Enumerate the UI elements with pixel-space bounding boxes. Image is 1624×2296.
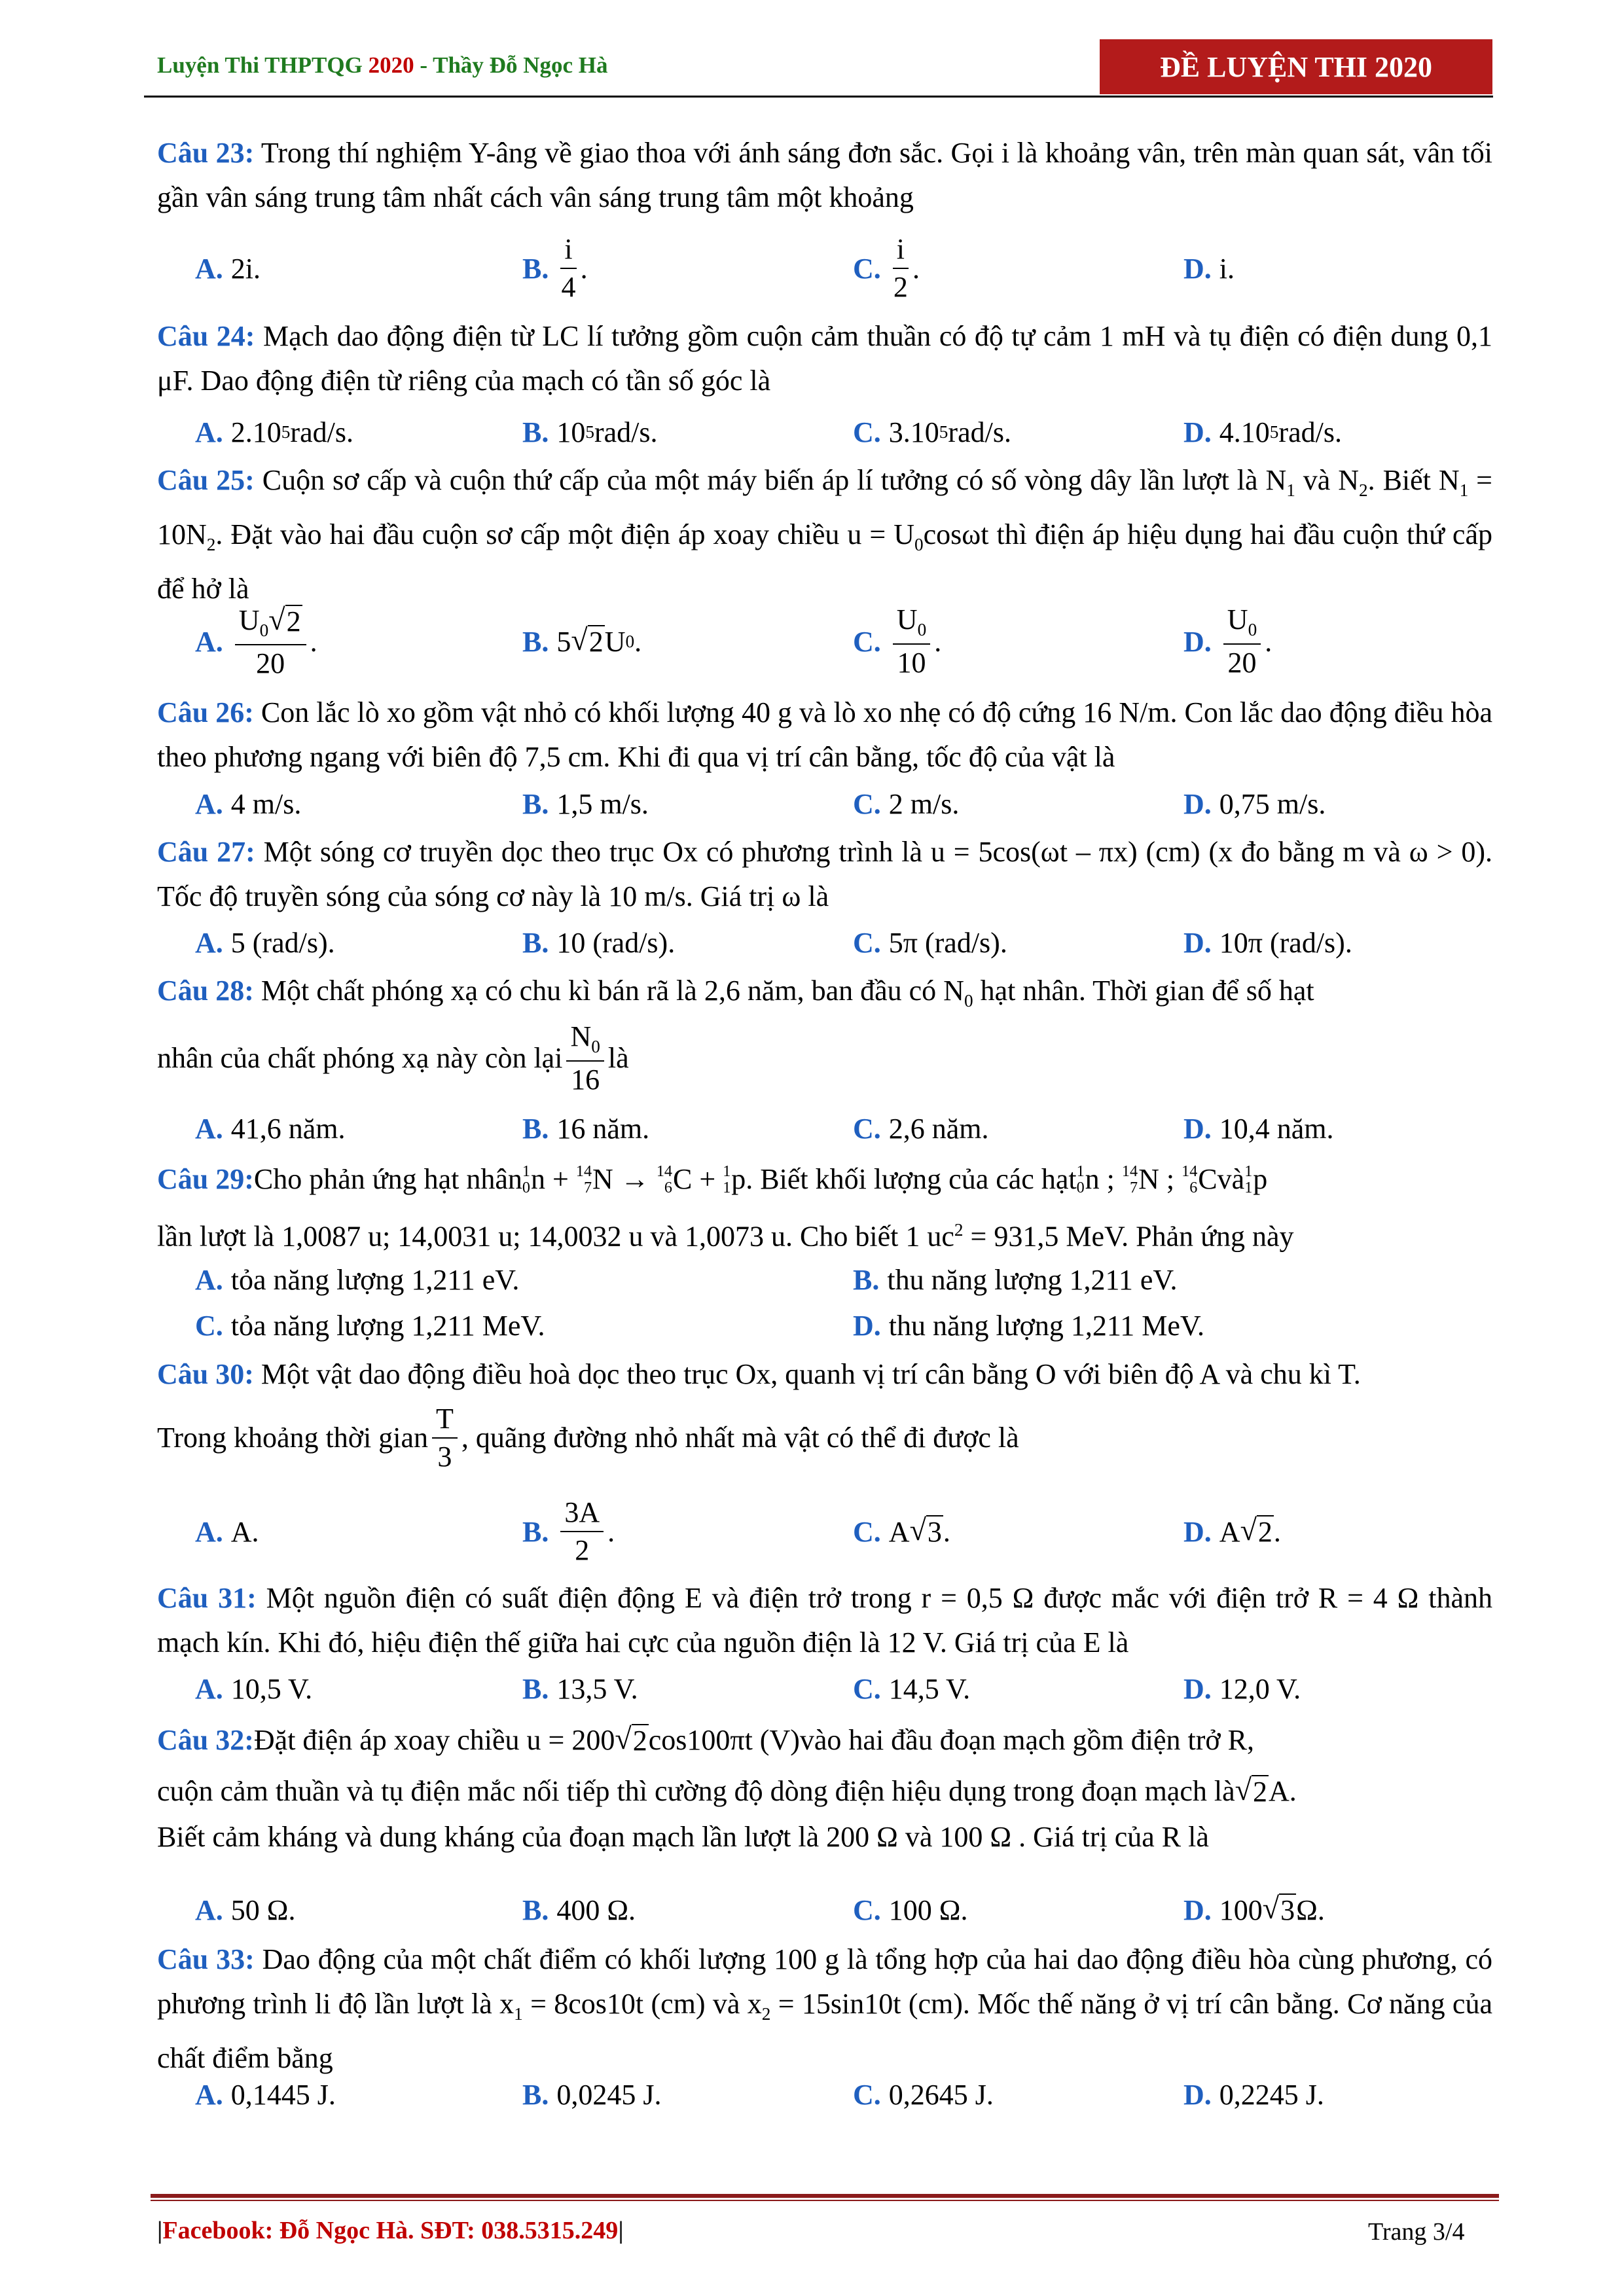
option-a: A. tỏa năng lượng 1,211 eV.	[195, 1263, 520, 1296]
footer-divider-thin	[151, 2200, 1499, 2201]
header-title: ĐỀ LUYỆN THI 2020	[1159, 50, 1433, 83]
sqrt: √ 3	[909, 1513, 942, 1548]
question-30-line2: Trong khoảng thời gian $\frac{T}{3}$ , quãng đường nhỏ nhất mà vật có thể đi được là	[157, 1403, 1019, 1473]
option-c: C. 2,6 năm.	[853, 1112, 989, 1145]
sqrt: √ 2	[268, 603, 301, 638]
fraction: $\frac{3A}{2}$	[560, 1498, 604, 1565]
fraction: $\frac{i}{2}$	[893, 233, 908, 303]
question-label: Câu 33:	[157, 1943, 255, 1975]
question-32-line3: Biết cảm kháng và dung kháng của đoạn mạch lần lượt là 200 Ω và 100 Ω . Giá trị của R là	[157, 1821, 1209, 1853]
header-title-box	[1100, 39, 1492, 94]
option-b: B. 10 5 rad/s.	[522, 416, 658, 448]
question-text: Con lắc lò xo gồm vật nhỏ có khối lượng 40 g và lò xo nhẹ có độ cứng 16 N/m. Con lắc dao động điều hòa theo phương ngang với biên độ 7,5 cm. Khi đi qua vị trí cân bằng, tốc độ của vật là	[157, 696, 1492, 773]
footer-contact-text: Facebook: Đỗ Ngọc Hà. SĐT: 038.5315.249	[162, 2217, 619, 2244]
answers-26	[0, 778, 1624, 830]
header-left	[157, 52, 607, 79]
question-28: Câu 28: Một chất phóng xạ có chu kì bán rã là 2,6 năm, ban đầu có $N_0$ hạt nhân. Thời gian để số hạt	[157, 975, 1314, 1011]
header-dash: -	[414, 52, 433, 78]
answers-30	[0, 1496, 1624, 1566]
nuclide-proton: 1 1 p	[723, 1162, 746, 1196]
fraction: $\frac{T}{3}$	[432, 1405, 458, 1471]
question-text: Mạch dao động điện từ LC lí tưởng gồm cuộn cảm thuần có độ tự cảm 1 mH và tụ điện có điện dung 0,1 μF. Dao động điện từ riêng của mạch có tần số góc là	[157, 320, 1492, 397]
question-27	[157, 830, 1492, 919]
answers-33	[0, 2068, 1624, 2121]
question-label: Câu 29:	[157, 1163, 254, 1195]
answers-29-row1	[0, 1253, 1624, 1306]
option-c: C. 5π (rad/s).	[853, 926, 1007, 959]
nuclide-nitrogen: 14 7 N	[1121, 1162, 1159, 1196]
answers-25	[0, 603, 1624, 679]
option-a: A. 0,1445 J.	[195, 2078, 336, 2111]
question-29-line2: lần lượt là 1,0087 u; 14,0031 u; 14,0032 u và 1,0073 u. Cho biết 1 $uc^2 = 931,5$ MeV. Phản ứng này	[157, 1220, 1294, 1253]
sqrt: √ 2	[615, 1721, 647, 1757]
question-label: Câu 30:	[157, 1358, 254, 1390]
question-25: Câu 25: Cuộn sơ cấp và cuộn thứ cấp của một máy biến áp lí tưởng có số vòng dây lần lượt là $N_1$ và $N_2$. Biết $N_1 = 10N_2$. Đặt vào hai đầu cuộn sơ cấp một điện áp xoay chiều $u = U_0\cos\omega t$ thì điện áp hiệu dụng hai đầu cuộn thứ cấp để hở là	[157, 464, 1492, 605]
option-a: A. 5 (rad/s).	[195, 926, 335, 959]
answers-23	[0, 233, 1624, 303]
header-divider	[144, 96, 1493, 98]
sqrt: √ 2	[1240, 1513, 1272, 1548]
header-teacher: Thầy Đỗ Ngọc Hà	[433, 52, 608, 78]
question-label: Câu 25:	[157, 464, 255, 496]
option-c: C. 3.10 5 rad/s.	[853, 416, 1011, 448]
answers-27	[0, 916, 1624, 969]
option-d: D. $\frac{U_0}{20}$ .	[1183, 603, 1272, 679]
option-b: B. 0,0245 J.	[522, 2078, 662, 2111]
option-d: D. 100 √ 3 Ω.	[1183, 1891, 1325, 1926]
question-text: Một nguồn điện có suất điện động E và điện trở trong r = 0,5 Ω được mắc với điện trở R = 4 Ω thành mạch kín. Khi đó, hiệu điện thế giữa hai cực của nguồn điện là 12 V. Giá trị của E là	[157, 1582, 1492, 1659]
header-year: 2020	[368, 52, 414, 78]
fraction: $U_0$ √ 2 20	[235, 605, 306, 677]
question-label: Câu 32:	[157, 1724, 254, 1756]
option-d: D. i.	[1183, 252, 1235, 285]
question-label: Câu 23:	[157, 137, 255, 169]
question-label: Câu 28:	[157, 975, 254, 1007]
nuclide-carbon: 14 6 C	[656, 1162, 693, 1196]
answers-28	[0, 1102, 1624, 1155]
option-d: D. 10π (rad/s).	[1183, 926, 1352, 959]
option-a: A. 41,6 năm.	[195, 1112, 346, 1145]
option-b: B. $\frac{i}{4}$ .	[522, 233, 588, 303]
option-a: A. 2i.	[195, 252, 261, 285]
question-text: Trong thí nghiệm Y-âng về giao thoa với ánh sáng đơn sắc. Gọi i là khoảng vân, trên màn quan sát, vân tối gần vân sáng trung tâm nhất cách vân sáng trung tâm một khoảng	[157, 137, 1492, 213]
question-28-line2: nhân của chất phóng xạ này còn lại $\frac{N_0}{16}$ là	[157, 1020, 629, 1096]
question-24	[157, 314, 1492, 403]
sqrt: √ 2	[1235, 1772, 1267, 1808]
option-a: A. 2.10 5 rad/s.	[195, 416, 353, 448]
answers-29-row2	[0, 1299, 1624, 1352]
question-text: Một sóng cơ truyền dọc theo trục Ox có phương trình là u = 5cos(ωt – πx) (cm) (x đo bằng m và ω > 0). Tốc độ truyền sóng của sóng cơ này là 10 m/s. Giá trị ω là	[157, 836, 1493, 912]
nuclide-neutron: 1 0 n	[1076, 1162, 1100, 1196]
option-d: D. 0,75 m/s.	[1183, 787, 1326, 820]
question-32-line2: cuộn cảm thuần và tụ điện mắc nối tiếp thì cường độ dòng điện hiệu dụng trong đoạn mạch là √ 2 A.	[157, 1772, 1297, 1808]
nuclide-nitrogen: 14 7 N	[575, 1162, 613, 1196]
footer-divider-thick	[151, 2194, 1499, 2198]
question-23	[157, 131, 1492, 220]
option-a: A. A.	[195, 1515, 259, 1548]
sqrt: √ 3	[1262, 1891, 1295, 1926]
answers-32	[0, 1884, 1624, 1936]
option-c: C. $\frac{U_0}{10}$ .	[853, 603, 942, 679]
fraction: $\frac{N_0}{16}$	[566, 1022, 604, 1094]
option-a: A. 10,5 V.	[195, 1672, 313, 1705]
option-b: B. 10 (rad/s).	[522, 926, 676, 959]
option-b: B. 5 √ 2 U 0 .	[522, 622, 642, 658]
question-label: Câu 31:	[157, 1582, 257, 1614]
nuclide-proton: 1 1 p	[1244, 1162, 1268, 1196]
option-b: B. $\frac{3A}{2}$ .	[522, 1496, 615, 1566]
option-c: C. 2 m/s.	[853, 787, 960, 820]
option-b: B. thu năng lượng 1,211 eV.	[853, 1263, 1178, 1296]
option-b: B. 400 Ω.	[522, 1893, 636, 1926]
fraction: $\frac{U_0}{10}$	[893, 605, 930, 677]
question-29: Câu 29: Cho phản ứng hạt nhân 1 0 n + 14 7 N → 14 6 C + 1 1 p . Biết khối lượng của các hạt 1 0 n ; 14 7 N ; 14 6 C và 1 1 p	[157, 1157, 1492, 1202]
question-30: Câu 30: Một vật dao động điều hoà dọc theo trục Ox, quanh vị trí cân bằng O với biên độ A và chu kì T.	[157, 1358, 1361, 1390]
option-b: B. 16 năm.	[522, 1112, 650, 1145]
option-d: D. 4.10 5 rad/s.	[1183, 416, 1342, 448]
question-33: Câu 33: Dao động của một chất điểm có khối lượng 100 g là tổng hợp của hai dao động điều hòa cùng phương, có phương trình li độ lần lượt là $x_1 = 8\cos 10t$ (cm) và $x_2 = 15\sin 10t$ (cm). Mốc thế năng ở vị trí cân bằng. Cơ năng của chất điểm bằng	[157, 1943, 1492, 2074]
question-label: Câu 27:	[157, 836, 255, 868]
option-d: D. A √ 2 .	[1183, 1513, 1281, 1548]
footer-contact: |Facebook: Đỗ Ngọc Hà. SĐT: 038.5315.249|	[157, 2217, 624, 2244]
option-d: D. thu năng lượng 1,211 MeV.	[853, 1309, 1204, 1342]
option-c: C. 100 Ω.	[853, 1893, 968, 1926]
question-label: Câu 26:	[157, 696, 254, 728]
answers-31	[0, 1662, 1624, 1715]
question-31	[157, 1576, 1492, 1665]
option-c: C. 14,5 V.	[853, 1672, 971, 1705]
option-a: A. 4 m/s.	[195, 787, 302, 820]
page-number: Trang 3/4	[1368, 2218, 1465, 2246]
option-a: A. $U_0$ √ 2 20 .	[195, 603, 317, 679]
option-c: C. A √ 3 .	[853, 1513, 950, 1548]
option-c: C. $\frac{i}{2}$ .	[853, 233, 920, 303]
nuclide-carbon: 14 6 C	[1182, 1162, 1218, 1196]
question-26	[157, 691, 1492, 780]
option-d: D. 0,2245 J.	[1183, 2078, 1324, 2111]
question-label: Câu 24:	[157, 320, 255, 352]
fraction: $\frac{U_0}{20}$	[1223, 605, 1261, 677]
nuclide-neutron: 1 0 n	[522, 1162, 546, 1196]
option-c: C. 0,2645 J.	[853, 2078, 994, 2111]
option-c: C. tỏa năng lượng 1,211 MeV.	[195, 1309, 545, 1342]
option-d: D. 10,4 năm.	[1183, 1112, 1334, 1145]
answers-24	[0, 406, 1624, 458]
option-b: B. 13,5 V.	[522, 1672, 638, 1705]
header-course: Luyện Thi THPTQG	[157, 52, 369, 78]
fraction: $\frac{i}{4}$	[561, 233, 576, 303]
option-a: A. 50 Ω.	[195, 1893, 296, 1926]
option-b: B. 1,5 m/s.	[522, 787, 649, 820]
sqrt: √ 2	[571, 622, 604, 658]
question-32: Câu 32: Đặt điện áp xoay chiều u = 200 √ 2 cos100πt (V) vào hai đầu đoạn mạch gồm điện trở R,	[157, 1718, 1492, 1763]
option-d: D. 12,0 V.	[1183, 1672, 1301, 1705]
